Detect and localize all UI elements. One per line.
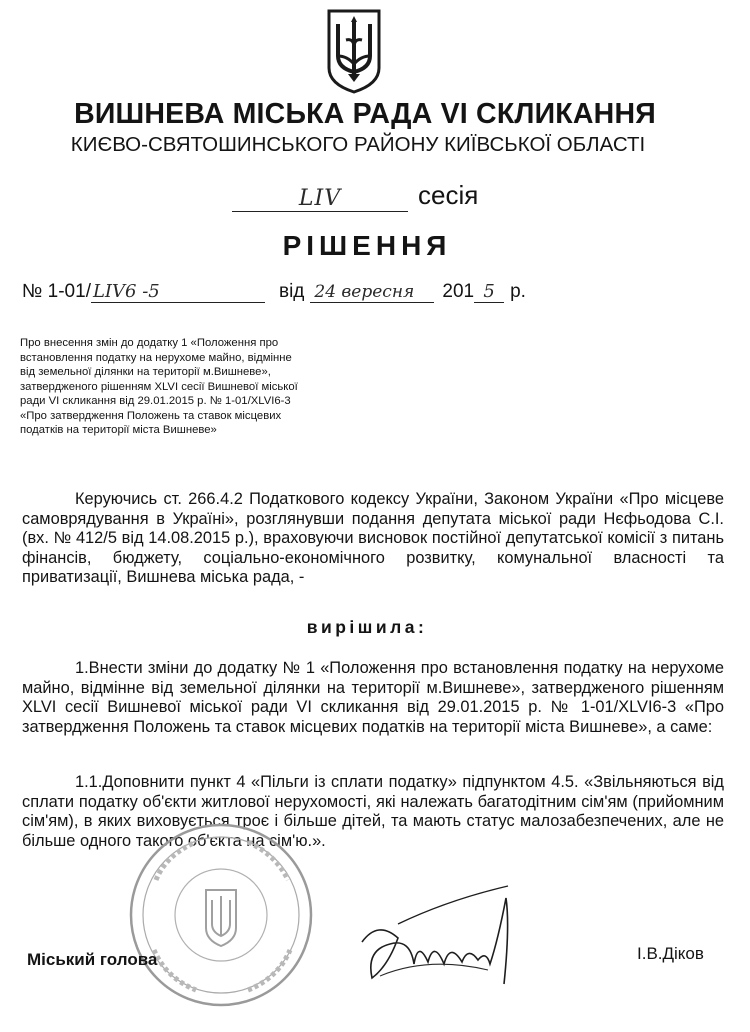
- session-number-field: [232, 181, 408, 212]
- round-seal-stamp: [126, 820, 316, 1010]
- subject-line: від земельної ділянки на території м.Вишневе»,: [20, 366, 271, 378]
- item-1-paragraph: 1.Внести зміни до додатку № 1 «Положення про встановлення податку на нерухоме майно, відмінне від земельної ділянки на території м.Вишневе», затвердженого рішенням XLVI сесії Вишневої міської ради VI скликання від 29.01.2015 р. № 1-01/XLVI6-3 «Про затвердження Положень та ставок місцевих податків на території міста Вишневе», а саме:: [22, 659, 724, 736]
- session-label: сесія: [418, 180, 479, 210]
- subject-line: Про внесення змін до додатку 1 «Положення про: [20, 337, 279, 349]
- number-prefix: № 1-01/: [22, 281, 91, 302]
- decision-title: РІШЕННЯ: [282, 230, 452, 261]
- signatory-name: І.В.Діков: [637, 944, 704, 963]
- signatory-role: Міський голова: [27, 950, 158, 969]
- decision-date: 24 вересня: [310, 282, 434, 303]
- handwritten-signature: [358, 880, 528, 990]
- subject-line: встановлення податку на нерухоме майно, відмінне: [20, 351, 292, 364]
- decision-number: LIV6 -5: [91, 281, 265, 303]
- session-number: LIV: [298, 186, 342, 211]
- decision-number-line: [22, 281, 526, 307]
- preamble-paragraph: Керуючись ст. 266.4.2 Податкового кодексу України, Законом України «Про місцеве самоврядування в Україні», розглянувши подання депутата міської ради Нєфьодова С.І. (вх. № 412/5 від 14.08.2015 р.), враховуючи висновок постійної депутатської комісії з питань фінансів, бюджету, соціально-економічного розвитку, комунальної власності та приватизації, Вишнева міська рада, -: [22, 490, 724, 587]
- subject-line: ради VI скликання від 29.01.2015 р. № 1-01/XLVI6-3: [20, 395, 291, 407]
- year-digit: 5: [474, 281, 504, 303]
- year-prefix: 201: [442, 281, 475, 302]
- resolved-label: вирішила:: [306, 617, 428, 637]
- subject-line: затвердженого рішенням XLVI сесії Вишневої міської: [20, 380, 298, 393]
- item-1-1-paragraph: 1.1.Доповнити пункт 4 «Пільги із сплати податку» підпунктом 4.5. «Звільняються від сплати податку об'єкти житлової нерухомості, які належать багатодітним сім'ям (прийомним сім'ям), в яких виховується троє і більше дітей, та мають статус малозабезпечених, але не більше одного такого об'єкта на сім'ю.».: [22, 773, 724, 850]
- trident-icon: [325, 8, 383, 94]
- date-label: від: [278, 281, 305, 302]
- decision-subject: [20, 336, 355, 438]
- subject-line: податків на території міста Вишневе»: [20, 424, 217, 436]
- district-name: КИЄВО-СВЯТОШИНСЬКОГО РАЙОНУ КИЇВСЬКОЇ ОБЛАСТІ: [70, 133, 646, 156]
- council-name: ВИШНЕВА МІСЬКА РАДА VI СКЛИКАННЯ: [74, 98, 656, 130]
- subject-line: «Про затвердження Положень та ставок місцевих: [20, 409, 282, 422]
- year-suffix: р.: [510, 281, 526, 302]
